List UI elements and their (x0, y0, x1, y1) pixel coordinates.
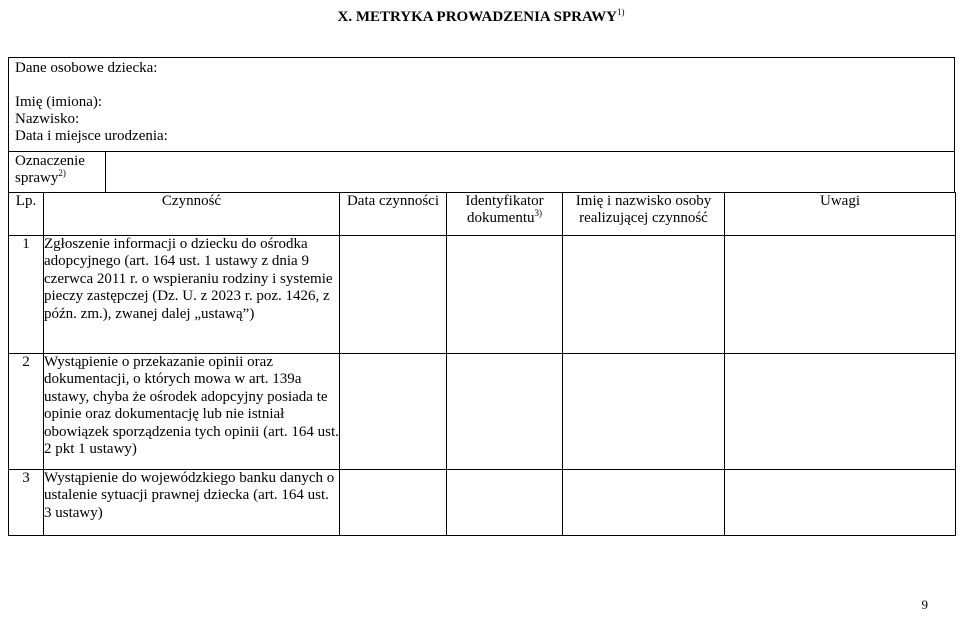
row-document-id-cell[interactable] (447, 354, 563, 470)
row-activity: Zgłoszenie informacji o dziecku do ośrodka adopcyjnego (art. 164 ust. 1 ustawy z dnia 9 czerwca 2011 r. o wspieraniu rodziny i systemie pieczy zastępczej (Dz. U. z 2023 r. poz. 1426, z późn. zm.), zwanej dalej „ustawą”) (44, 236, 340, 354)
birth-date-place-field[interactable]: Data i miejsce urodzenia: (15, 128, 168, 144)
header-document-id-line1: Identyfikator (465, 193, 544, 209)
row-person-cell[interactable] (563, 470, 725, 536)
header-document-id-footnote: 3) (534, 208, 542, 219)
row-notes-cell[interactable] (725, 236, 956, 354)
header-document-id-line2: dokumentu (467, 210, 535, 227)
row-person-cell[interactable] (563, 236, 725, 354)
case-marking-label-line2: sprawy (15, 170, 59, 186)
header-person (563, 193, 725, 236)
row-document-id-cell[interactable] (447, 236, 563, 354)
row-date-cell[interactable] (340, 354, 447, 470)
row-lp: 2 (9, 354, 44, 470)
header-date: Data czynności (340, 193, 447, 236)
row-document-id-cell[interactable] (447, 470, 563, 536)
case-marking-label (15, 153, 85, 187)
row-notes-cell[interactable] (725, 470, 956, 536)
table-row (9, 236, 956, 354)
row-activity: Wystąpienie o przekazanie opinii oraz dokumentacji, o których mowa w art. 139a ustawy, chyba że ośrodek adopcyjny posiada te opinie oraz dokumentację lub nie istniał obowiązek sporządzenia tych opinii (art. 164 ust. 2 pkt 1 ustawy) (44, 354, 340, 470)
header-lp: Lp. (9, 193, 44, 236)
activity-log-table (8, 192, 956, 536)
row-notes-cell[interactable] (725, 354, 956, 470)
row-date-cell[interactable] (340, 470, 447, 536)
first-name-field[interactable]: Imię (imiona): (15, 94, 103, 110)
header-notes: Uwagi (725, 193, 956, 236)
case-marking-box (8, 151, 955, 193)
header-document-id (447, 193, 563, 236)
case-marking-footnote: 2) (58, 168, 66, 178)
row-lp: 3 (9, 470, 44, 536)
child-personal-data-box (8, 57, 955, 152)
row-activity: Wystąpienie do wojewódzkiego banku danych o ustalenie sytuacji prawnej dziecka (art. 164 ust. 3 ustawy) (44, 470, 340, 536)
header-person-line2: realizującej czynność (579, 210, 708, 227)
section-title-text: X. METRYKA PROWADZENIA SPRAWY (337, 9, 617, 25)
case-marking-value-field[interactable] (106, 152, 954, 192)
personal-data-heading: Dane osobowe dziecka: (15, 60, 158, 76)
header-activity: Czynność (44, 193, 340, 236)
section-title-footnote: 1) (617, 7, 625, 17)
table-row (9, 470, 956, 536)
row-person-cell[interactable] (563, 354, 725, 470)
table-row (9, 354, 956, 470)
surname-field[interactable]: Nazwisko: (15, 111, 80, 127)
row-lp: 1 (9, 236, 44, 354)
section-title (0, 9, 962, 26)
case-marking-label-line1: Oznaczenie (15, 153, 85, 169)
header-person-line1: Imię i nazwisko osoby (575, 193, 712, 209)
row-date-cell[interactable] (340, 236, 447, 354)
table-header-row (9, 193, 956, 236)
page-number: 9 (921, 597, 928, 612)
